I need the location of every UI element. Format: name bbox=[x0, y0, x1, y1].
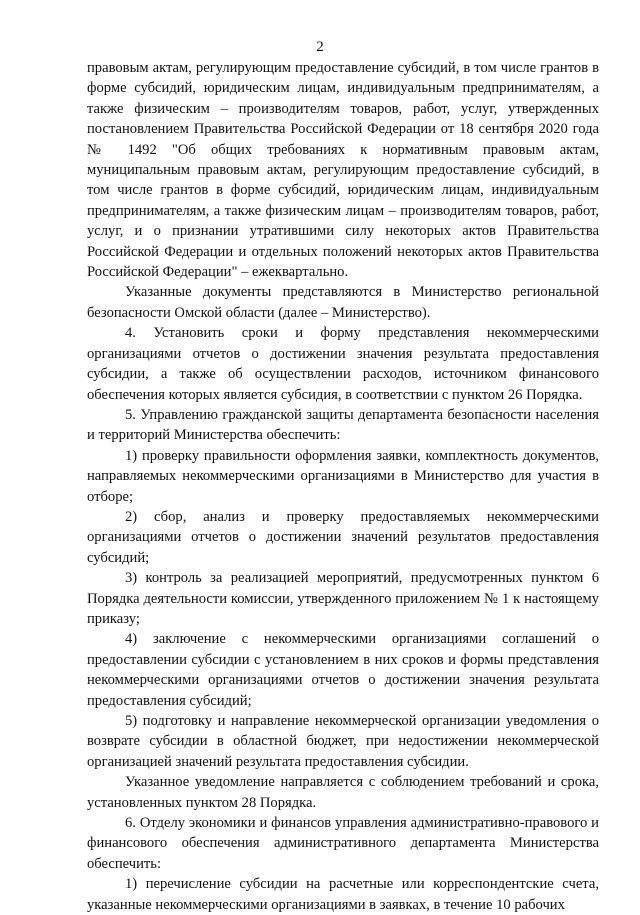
paragraph-item-5: 5. Управлению гражданской защиты департамента безопасности населения и территорий Министерства обеспечить: bbox=[87, 406, 599, 444]
paragraph-item-5-2: 2) сбор, анализ и проверку предоставляемых некоммерческими организациями отчетов о достижении значений результатов предоставления субсидий; bbox=[87, 508, 599, 566]
paragraph-item-5-5: 5) подготовку и направление некоммерческой организации уведомления о возврате субсидии в областной бюджет, при недостижении некоммерческой организацией значений результата предоставления субсидии. bbox=[87, 713, 599, 770]
paragraph-continuation: правовым актам, регулирующим предоставление субсидий, в том числе грантов в форме субсидий, юридическим лицам, индивидуальным предпринимателям, а также физическим – производителям товаров, работ, услуг, утвержденных постановлением Правительства Российской Федерации от 18 сентября 2020 года № 1492 "Об общих требованиях к нормативным правовым актам, муниципальным правовым актам, регулирующим предоставление субсидий, в том числе грантов в форме субсидий, юридическим лицам, индивидуальным предпринимателям, а также физическим лицам – производителям товаров, работ, услуг, и о признании утратившими силу некоторых актов Правительства Российской Федерации и отдельных положений некоторых актов Правительства Российской Федерации" – ежеквартально. bbox=[87, 60, 599, 281]
paragraph-item-5-1: 1) проверку правильности оформления заявки, комплектность документов, направляемых некоммерческими организациями в Министерство для участия в отборе; bbox=[87, 447, 599, 505]
paragraph-notification: Указанное уведомление направляется с соблюдением требований и срока, установленных пунктом 28 Порядка. bbox=[87, 774, 599, 811]
paragraph-item-6: 6. Отделу экономики и финансов управления административно-правового и финансового обеспечения административного департамента Министерства обеспечить: bbox=[87, 815, 599, 872]
paragraph-item-4: 4. Установить сроки и форму представления некоммерческими организациями отчетов о достижении значения результата предоставления субсидии, а также об осуществлении расходов, источником финансового обеспечения которых является субсидия, в соответствии с пунктом 26 Порядка. bbox=[87, 325, 599, 403]
paragraph-item-5-3: 3) контроль за реализацией мероприятий, предусмотренных пунктом 6 Порядка деятельности комиссии, утвержденного приложением № 1 к настоящему приказу; bbox=[87, 570, 599, 627]
paragraph-documents-submission: Указанные документы представляются в Министерство региональной безопасности Омской области (далее – Министерство). bbox=[87, 284, 599, 321]
paragraph-item-5-4: 4) заключение с некоммерческими организациями соглашений о предоставлении субсидии с установлением в них сроков и формы представления некоммерческими организациями отчетов о достижении значения результата предоставления субсидий; bbox=[87, 631, 599, 709]
page-number: 2 bbox=[316, 39, 324, 55]
paragraph-item-6-1: 1) перечисление субсидии на расчетные или корреспондентские счета, указанные некоммерческими организациями в заявках, в течение 10 рабочих bbox=[87, 876, 599, 913]
document-body bbox=[87, 58, 599, 915]
